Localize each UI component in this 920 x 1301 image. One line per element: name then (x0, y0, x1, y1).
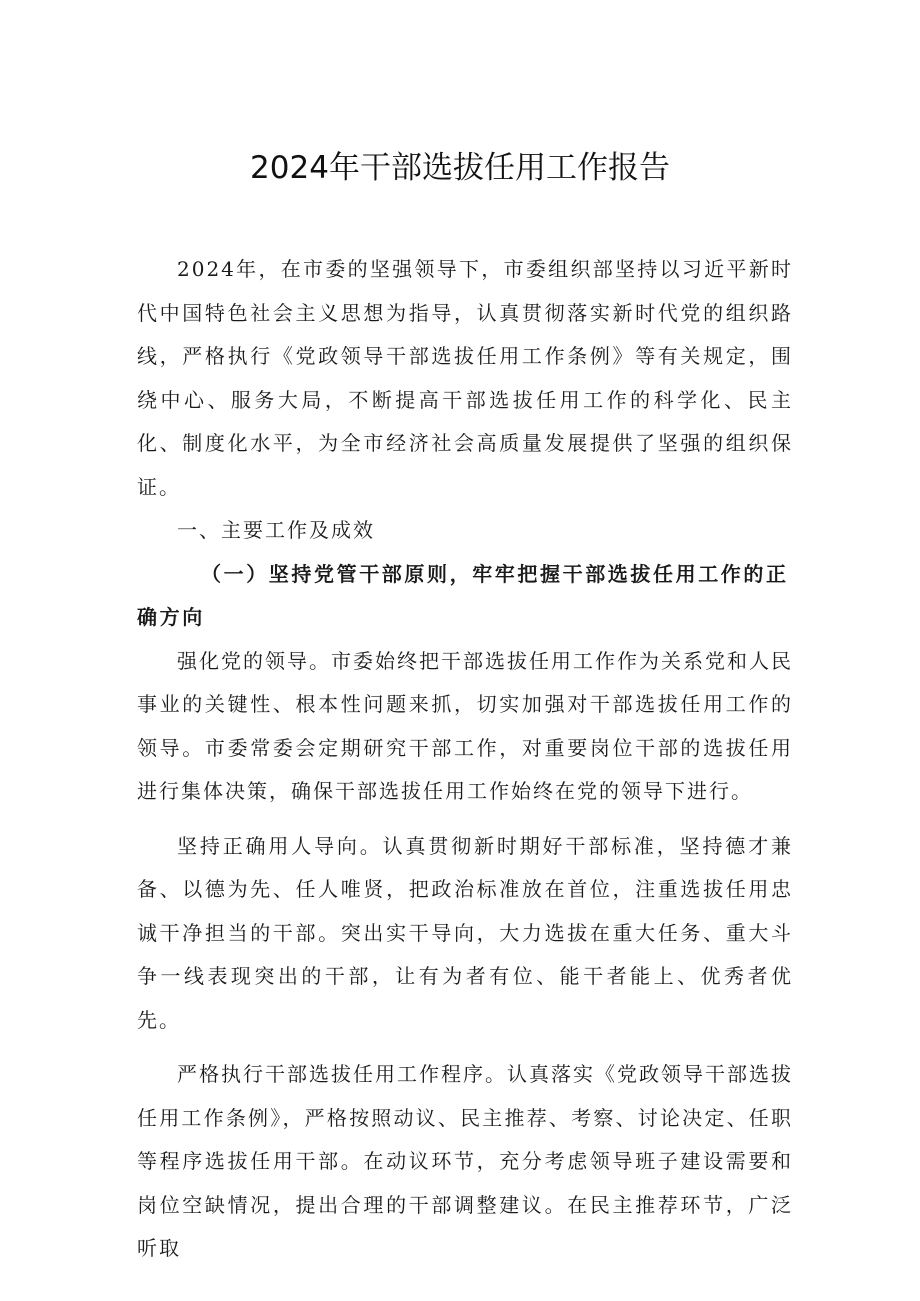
section-heading: 一、主要工作及成效 (177, 518, 375, 542)
subsection-heading: （一）坚持党管干部原则，牢牢把握干部选拔任用工作的正确方向 (137, 561, 789, 629)
body-paragraph: 强化党的领导。市委始终把干部选拔任用工作作为关系党和人民事业的关键性、根本性问题来抓，切实加强对干部选拔任用工作的领导。市委常委会定期研究干部工作，对重要岗位干部的选拔任用进行集体决策，确保干部选拔任用工作始终在党的领导下进行。 (137, 648, 793, 803)
intro-paragraph: 2024年，在市委的坚强领导下，市委组织部坚持以习近平新时代中国特色社会主义思想为指导，认真贯彻落实新时代党的组织路线，严格执行《党政领导干部选拔任用工作条例》等有关规定，围绕中心、服务大局，不断提高干部选拔任用工作的科学化、民主化、制度化水平，为全市经济社会高质量发展提供了坚强的组织保证。 (137, 257, 793, 499)
document-body (137, 248, 793, 1271)
body-paragraph: 坚持正确用人导向。认真贯彻新时期好干部标准，坚持德才兼备、以德为先、任人唯贤，把政治标准放在首位，注重选拔任用忠诚干净担当的干部。突出实干导向，大力选拔在重大任务、重大斗争一线表现突出的干部，让有为者有位、能干者能上、优秀者优先。 (137, 833, 793, 1032)
document-title: 2024年干部选拔任用工作报告 (250, 150, 670, 186)
body-paragraph: 严格执行干部选拔任用工作程序。认真落实《党政领导干部选拔任用工作条例》，严格按照动议、民主推荐、考察、讨论决定、任职等程序选拔任用干部。在动议环节，充分考虑领导班子建设需要和岗位空缺情况，提出合理的干部调整建议。在民主推荐环节，广泛听取 (137, 1062, 793, 1260)
